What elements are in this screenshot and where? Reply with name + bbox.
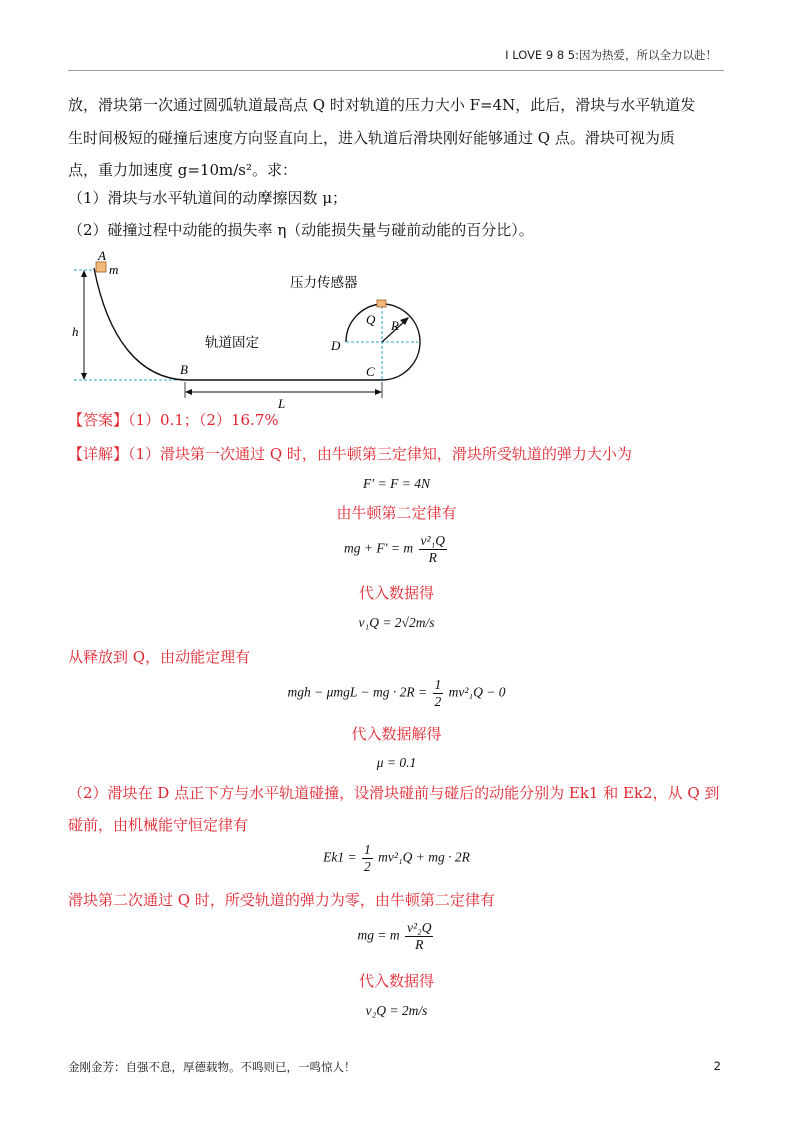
solution-label: 【详解】 [68,445,129,463]
eq2-fraction [419,533,447,566]
equation-1: F′ = F = 4N [363,476,430,491]
label-A: A [98,250,106,263]
solution-text-energy-theorem: 从释放到 Q，由动能定理有 [68,648,251,666]
eq7-left: mg = m [357,927,400,943]
solution-text-newton2: 由牛顿第二定律有 [336,504,457,522]
eq2-left: mg + F′ = m [343,540,414,556]
eq2-numerator: v²₁Q [420,533,446,548]
solution-line-1 [68,444,632,464]
question-1: （1）滑块与水平轨道间的动摩擦因数 μ； [68,189,348,207]
solution-text-solve: 代入数据解得 [351,725,442,743]
eq6-fraction [362,842,373,875]
sensor-label: 压力传感器 [290,275,358,291]
answer-text: （1）0.1；（2）16.7% [128,411,279,429]
page-number: 2 [713,1059,721,1073]
solution-p2-line-2: 碰前，由机械能守恒定律有 [68,816,249,834]
label-L: L [278,396,286,410]
eq7-fraction [405,920,433,953]
header-divider [68,70,724,71]
eq4-fraction [433,677,444,710]
problem-line-1: 放，滑块第一次通过圆弧轨道最高点 Q 时对轨道的压力大小 F=4N，此后，滑块与水平轨道发 [68,96,696,114]
problem-line-3: 点，重力加速度 g=10m/s²。求： [68,161,298,179]
eq6-numerator: 1 [364,842,371,857]
label-C: C [366,364,375,379]
page-footer: 金刚金芳：自强不息，厚德载物。不鸣则已，一鸣惊人！ [68,1060,356,1074]
label-B: B [180,362,188,377]
answer-line [68,410,279,430]
solution-text-substitute-1: 代入数据得 [358,584,434,602]
solution-text-substitute-2: 代入数据得 [358,972,434,990]
page-header: I LOVE 9 8 5:因为热爱，所以全力以赴！ [505,48,717,62]
answer-label: 【答案】 [68,411,129,429]
equation-3: v₁Q = 2√2m/s [358,615,435,630]
eq4-left: mgh − μmgL − mg · 2R = [287,684,428,700]
solution-text-second-pass: 滑块第二次通过 Q 时，所受轨道的弹力为零，由牛顿第二定律有 [68,891,495,909]
question-2: （2）碰撞过程中动能的损失率 η（动能损失量与碰前动能的百分比）。 [68,221,534,239]
equation-2 [0,533,793,566]
equation-4 [0,677,793,710]
eq7-denominator: R [415,937,424,952]
eq6-right: mv²₁Q + mg · 2R [378,849,470,865]
solution-p1: （1）滑块第一次通过 Q 时，由牛顿第三定律知，滑块所受轨道的弹力大小为 [128,445,632,463]
eq4-right: mv²₁Q − 0 [448,684,506,700]
eq4-denominator: 2 [434,694,442,709]
equation-5: μ = 0.1 [376,755,417,770]
track-diagram [60,250,440,410]
eq6-denominator: 2 [364,859,371,874]
eq6-left: Ek1 = [323,849,357,865]
track-fixed-label: 轨道固定 [205,335,259,351]
label-Q: Q [366,312,376,327]
equation-6 [0,842,793,875]
label-h: h [72,324,79,339]
equation-7 [0,920,793,953]
problem-line-2: 生时间极短的碰撞后速度方向竖直向上，进入轨道后滑块刚好能够通过 Q 点。滑块可视为质 [68,129,675,147]
solution-p2-line-1: （2）滑块在 D 点正下方与水平轨道碰撞，设滑块碰前与碰后的动能分别为 Ek1 和 Ek2，从 Q 到 [68,784,720,802]
eq4-numerator: 1 [434,677,442,692]
label-D: D [331,338,341,353]
label-m: m [109,262,119,277]
eq7-numerator: v²₂Q [407,920,432,935]
equation-8: v₂Q = 2m/s [365,1003,428,1018]
eq2-denominator: R [428,550,437,565]
label-R: R [391,318,399,333]
